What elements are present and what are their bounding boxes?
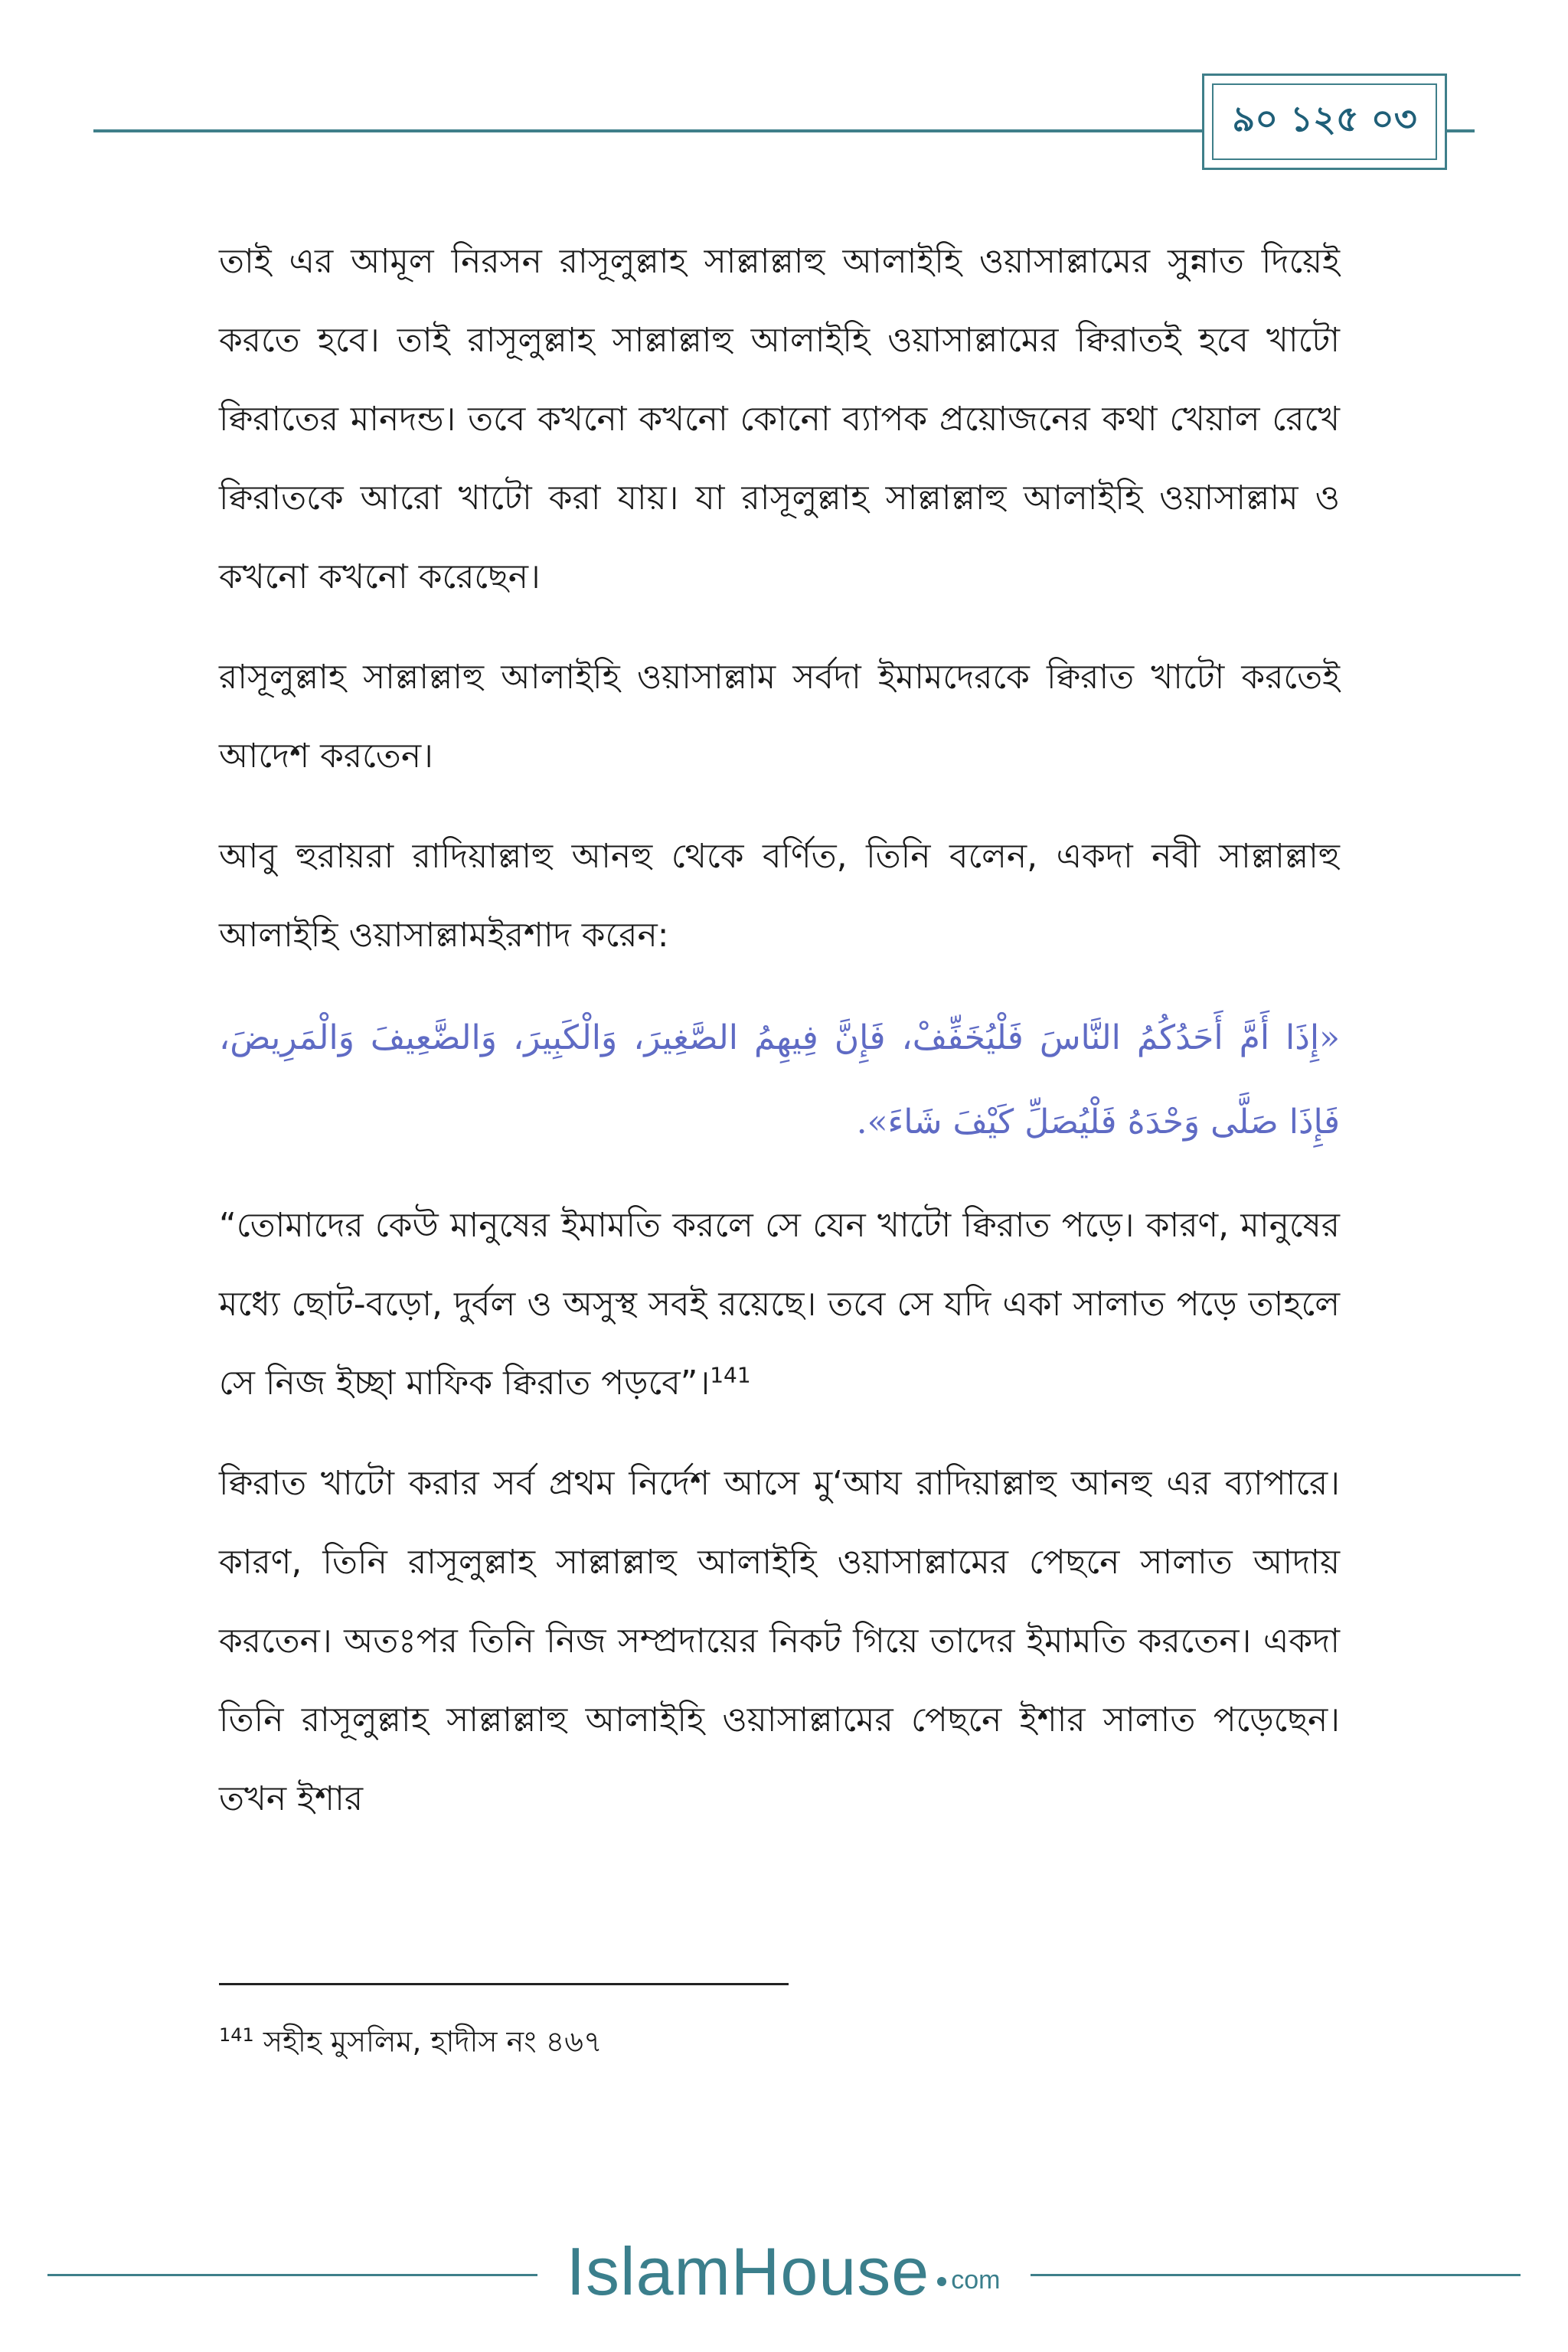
paragraph-closing: ক্বিরাত খাটো করার সর্ব প্রথম নির্দেশ আসে মু‘আয রাদিয়াল্লাহু আনহু এর ব্যাপারে। কারণ, তিনি রাসূলুল্লাহ সাল্লাল্লাহু আলাইহি ওয়াসাল্লামের পেছনে সালাত আদায় করতেন। অতঃপর তিনি নিজ সম্প্রদায়ের নিকট গিয়ে তাদের ইমামতি করতেন। একদা তিনি রাসূলুল্লাহ সাল্লাল্লাহু আলাইহি ওয়াসাল্লামের পেছনে ইশার সালাত পড়েছেন। তখন ইশার (219, 1464, 1340, 1818)
header-rule-right (1447, 129, 1475, 132)
page-content (219, 222, 1340, 1860)
page-number: ৯০ ১২৫ ০৩ (1212, 83, 1437, 160)
paragraph-3: আবু হুরায়রা রাদিয়াল্লাহু আনহু থেকে বর্ণিত, তিনি বলেন, একদা নবী সাল্লাল্লাহু আলাইহি ওয়াসাল্লামইরশাদ করেন: (219, 837, 1340, 955)
islamhouse-logo[interactable] (536, 2230, 1031, 2314)
page-number-box (1202, 74, 1447, 170)
hadith-translation (219, 1186, 1340, 1423)
arabic-hadith: «إِذَا أَمَّ أَحَدُكُمُ النَّاسَ فَلْيُخَفِّفْ، فَإِنَّ فِيهِمُ الصَّغِيرَ، وَالْكَبِيرَ، وَالضَّعِيفَ وَالْمَرِيضَ، فَإِذَا صَلَّى وَحْدَهُ فَلْيُصَلِّ كَيْفَ شَاءَ». (219, 1018, 1340, 1142)
footnote-reference[interactable]: 141 (710, 1362, 751, 1388)
footnote (219, 2012, 1291, 2065)
footnote-divider (219, 1983, 789, 1985)
logo-main-text: IslamHouse (566, 2233, 930, 2309)
logo-suffix-text: com (951, 2265, 1001, 2295)
header-rule (93, 129, 1211, 132)
footer-rule-left (47, 2274, 537, 2276)
paragraph-2: রাসূলুল্লাহ সাল্লাল্লাহু আলাইহি ওয়াসাল্লাম সর্বদা ইমামদেরকে ক্বিরাত খাটো করতেই আদেশ করতেন। (219, 658, 1340, 776)
paragraph-1: তাই এর আমূল নিরসন রাসূলুল্লাহ সাল্লাল্লাহু আলাইহি ওয়াসাল্লামের সুন্নাত দিয়েই করতে হবে। তাই রাসূলুল্লাহ সাল্লাল্লাহু আলাইহি ওয়াসাল্লামের ক্বিরাতই হবে খাটো ক্বিরাতের মানদন্ড। তবে কখনো কখনো কোনো ব্যাপক প্রয়োজনের কথা খেয়াল রেখে ক্বিরাতকে আরো খাটো করা যায়। যা রাসূলুল্লাহ সাল্লাল্লাহু আলাইহি ওয়াসাল্লাম ও কখনো কখনো করেছেন। (219, 242, 1340, 596)
logo-dot-icon (937, 2277, 946, 2286)
footer-rule-right (1031, 2274, 1521, 2276)
translation-text: “তোমাদের কেউ মানুষের ইমামতি করলে সে যেন খাটো ক্বিরাত পড়ে। কারণ, মানুষের মধ্যে ছোট-বড়ো, দুর্বল ও অসুস্থ সবই রয়েছে। তবে সে যদি একা সালাত পড়ে তাহলে সে নিজ ইচ্ছা মাফিক ক্বিরাত পড়বে”। (219, 1206, 1340, 1403)
footnote-text: সহীহ মুসলিম, হাদীস নং ৪৬৭ (263, 2024, 603, 2059)
footnote-number: 141 (219, 2024, 254, 2046)
